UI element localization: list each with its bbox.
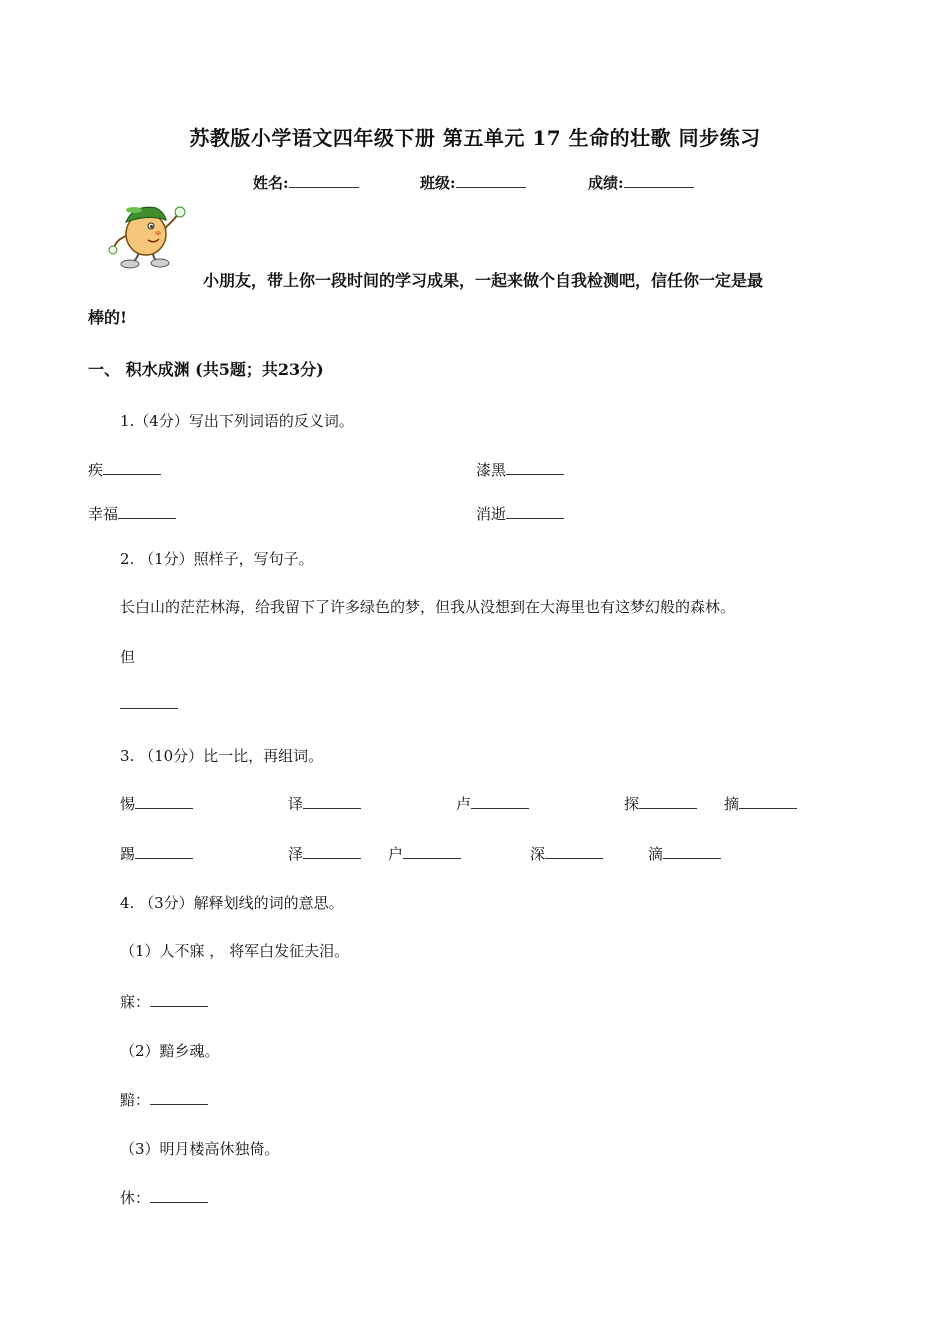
- q1-item: 消逝: [476, 503, 564, 524]
- q2-answer: [120, 694, 178, 713]
- answer-blank[interactable]: [150, 1090, 208, 1105]
- question-4-prompt: 4. （3分）解释划线的词的意思。: [120, 894, 344, 912]
- q3-item: 滴: [648, 843, 721, 864]
- page-title: 苏教版小学语文四年级下册 第五单元 17 生命的壮歌 同步练习: [189, 126, 761, 150]
- answer-blank[interactable]: [403, 844, 461, 859]
- score-blank[interactable]: [624, 173, 694, 188]
- q3-item: 译: [288, 793, 361, 814]
- q2-sentence-start: 但: [120, 648, 136, 666]
- q4-answer-2: 黯：: [120, 1089, 208, 1110]
- answer-blank[interactable]: [150, 1188, 208, 1203]
- q4-sub-1: （1）人不寐 ， 将军白发征夫泪。: [120, 942, 350, 960]
- answer-blank[interactable]: [303, 844, 361, 859]
- section-heading: 一、 积水成渊 (共5题；共23分): [88, 360, 324, 379]
- mascot-illustration: [104, 200, 190, 272]
- class-label: 班级:: [420, 174, 456, 192]
- question-3-prompt: 3. （10分）比一比，再组词。: [120, 747, 324, 765]
- q3-item: 卢: [456, 793, 529, 814]
- answer-blank[interactable]: [303, 794, 361, 809]
- class-blank[interactable]: [456, 173, 526, 188]
- q3-item: 深: [530, 843, 603, 864]
- q1-item: 幸福: [88, 503, 176, 524]
- question-1-prompt: 1.（4分）写出下列词语的反义词。: [120, 412, 354, 430]
- answer-blank[interactable]: [739, 794, 797, 809]
- score-label: 成绩:: [588, 174, 624, 192]
- name-field: [253, 172, 359, 193]
- answer-blank[interactable]: [135, 794, 193, 809]
- answer-blank[interactable]: [103, 460, 161, 475]
- answer-blank[interactable]: [135, 844, 193, 859]
- q3-item: 探: [624, 793, 697, 814]
- answer-blank[interactable]: [639, 794, 697, 809]
- q4-sub-3: （3）明月楼高休独倚。: [120, 1140, 280, 1158]
- answer-blank[interactable]: [506, 504, 564, 519]
- answer-blank[interactable]: [663, 844, 721, 859]
- q4-answer-3: 休：: [120, 1187, 208, 1208]
- q4-sub-2: （2）黯乡魂。: [120, 1042, 220, 1060]
- q3-item: 户: [388, 843, 461, 864]
- answer-blank[interactable]: [506, 460, 564, 475]
- intro-line-2: 棒的!: [88, 308, 128, 327]
- score-field: [588, 172, 694, 193]
- intro-line-1: 小朋友，带上你一段时间的学习成果，一起来做个自我检测吧，信任你一定是最: [203, 271, 764, 290]
- answer-blank[interactable]: [150, 992, 208, 1007]
- q1-item: 漆黑: [476, 459, 564, 480]
- q2-example-sentence: 长白山的茫茫林海，给我留下了许多绿色的梦，但我从没想到在大海里也有这梦幻般的森林。: [120, 598, 736, 616]
- name-blank[interactable]: [289, 173, 359, 188]
- q1-item: 疾: [88, 459, 161, 480]
- answer-blank[interactable]: [471, 794, 529, 809]
- answer-blank[interactable]: [545, 844, 603, 859]
- question-2-prompt: 2. （1分）照样子，写句子。: [120, 550, 314, 568]
- answer-blank[interactable]: [118, 504, 176, 519]
- q3-item: 摘: [724, 793, 797, 814]
- q3-item: 惕: [120, 793, 193, 814]
- name-label: 姓名:: [253, 174, 289, 192]
- class-field: [420, 172, 526, 193]
- q4-answer-1: 寐：: [120, 991, 208, 1012]
- q3-item: 踢: [120, 843, 193, 864]
- q3-item: 泽: [288, 843, 361, 864]
- answer-blank[interactable]: [120, 694, 178, 709]
